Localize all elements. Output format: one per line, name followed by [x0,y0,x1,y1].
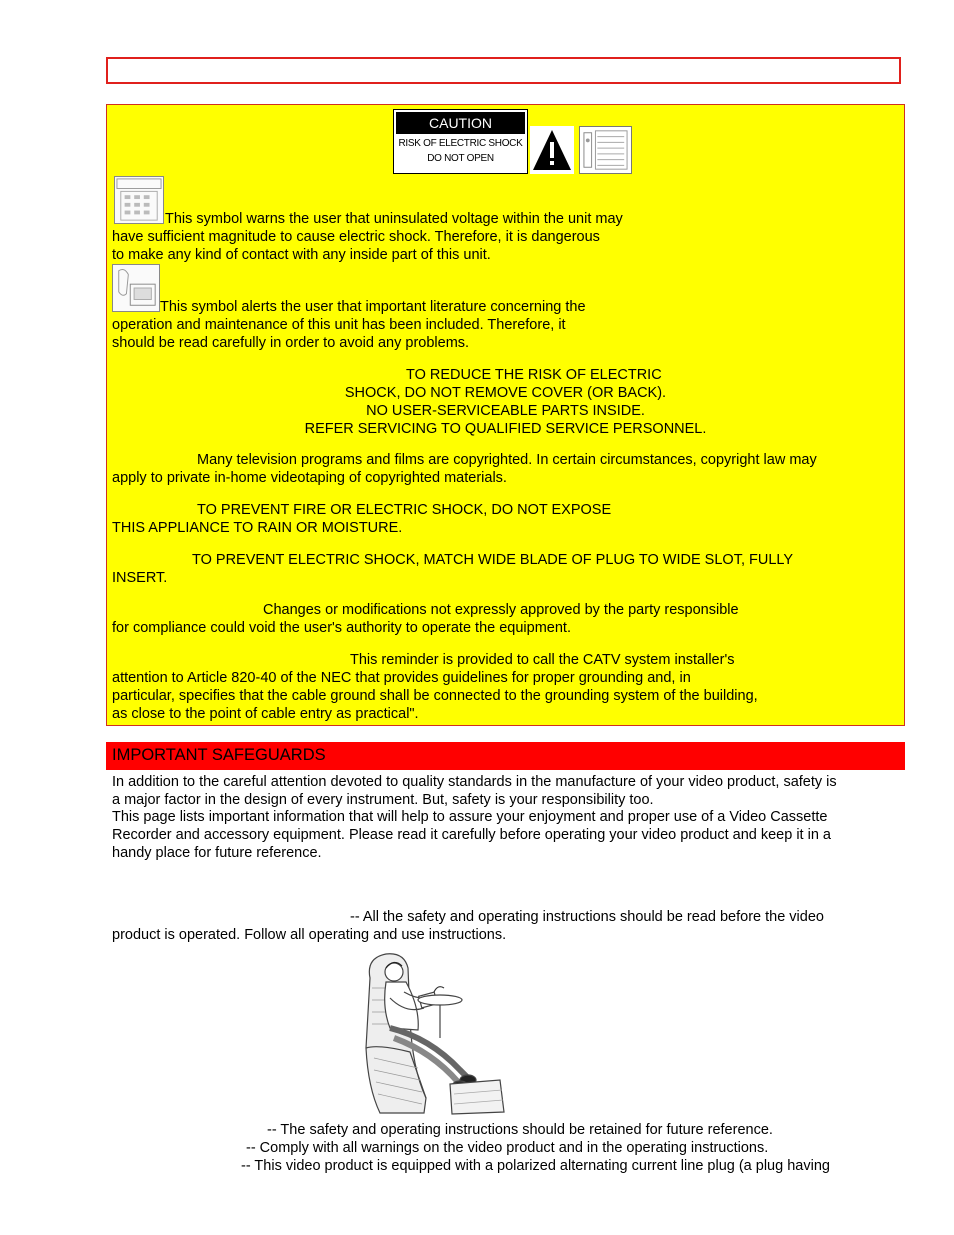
cover-warning-line4: REFER SERVICING TO QUALIFIED SERVICE PERSONNEL. [304,421,707,437]
literature-symbol-line1: This symbol alerts the user that important literature concerning the [160,299,586,315]
warning-triangle-icon [530,126,574,174]
modification-note-line2: for compliance could void the user's authority to operate the equipment. [112,620,571,636]
safeguards-header-bar [106,742,905,770]
copyright-note-line1: Many television programs and films are copyrighted. In certain circumstances, copyright law may [197,452,817,468]
top-header-bar [106,57,901,84]
catv-note-line2: attention to Article 820-40 of the NEC that provides guidelines for proper grounding and, in [112,670,691,686]
voltage-symbol-line3: to make any kind of contact with any inside part of this unit. [112,247,491,263]
cover-warning-line2: SHOCK, DO NOT REMOVE COVER (OR BACK). [344,385,667,401]
modification-note-line1: Changes or modifications not expressly approved by the party responsible [263,602,739,618]
fire-warning-line1: TO PREVENT FIRE OR ELECTRIC SHOCK, DO NOT EXPOSE [197,502,612,518]
read-instructions-line2: product is operated. Follow all operating and use instructions. [112,927,507,943]
cover-warning-line3: NO USER-SERVICEABLE PARTS INSIDE. [366,403,645,419]
heed-warnings: -- Comply with all warnings on the video product and in the operating instructions. [246,1140,769,1156]
caution-label-heading: CAUTION [396,112,525,134]
fire-warning-line2: THIS APPLIANCE TO RAIN OR MOISTURE. [112,520,403,536]
cover-warning-line1: TO REDUCE THE RISK OF ELECTRIC [406,367,662,383]
safeguards-intro-line5: handy place for future reference. [112,845,322,861]
literature-symbol-line3: should be read carefully in order to avoid any problems. [112,335,470,351]
caution-label-line2: DO NOT OPEN [427,153,494,164]
literature-symbol-line2: operation and maintenance of this unit has been included. Therefore, it [112,317,566,333]
reading-person-illustration [360,948,508,1118]
plug-warning-line2: INSERT. [112,570,168,586]
read-instructions-line1: -- All the safety and operating instructions should be read before the video [350,909,824,925]
catv-note-line4: as close to the point of cable entry as practical". [112,706,419,722]
rating-label-image [579,126,632,174]
voltage-symbol-line2: have sufficient magnitude to cause electric shock. Therefore, it is dangerous [112,229,600,245]
safeguards-title: IMPORTANT SAFEGUARDS [112,746,326,764]
safeguards-intro-line3: This page lists important information that will help to assure your enjoyment and proper use of a Video Cassette [112,809,828,825]
voltage-symbol-image [114,176,164,224]
copyright-note-line2: apply to private in-home videotaping of copyrighted materials. [112,470,507,486]
caution-label-line1: RISK OF ELECTRIC SHOCK [398,138,523,149]
caution-label [393,109,528,174]
safeguards-intro-line2: a major factor in the design of every instrument. But, safety is your responsibility too. [112,792,654,808]
polarization-text: -- This video product is equipped with a polarized alternating current line plug (a plug having [241,1158,830,1174]
plug-warning-line1: TO PREVENT ELECTRIC SHOCK, MATCH WIDE BLADE OF PLUG TO WIDE SLOT, FULLY [192,552,794,568]
catv-note-line3: particular, specifies that the cable ground shall be connected to the grounding system of the building, [112,688,758,704]
safeguards-intro-line1: In addition to the careful attention devoted to quality standards in the manufacture of your video product, safety is [112,774,837,790]
catv-note-line1: This reminder is provided to call the CATV system installer's [350,652,735,668]
literature-symbol-image [112,264,160,312]
retain-instructions: -- The safety and operating instructions should be retained for future reference. [267,1122,773,1138]
safeguards-intro-line4: Recorder and accessory equipment. Please read it carefully before operating your video product and keep it in a [112,827,831,843]
voltage-symbol-line1: This symbol warns the user that uninsulated voltage within the unit may [165,211,623,227]
